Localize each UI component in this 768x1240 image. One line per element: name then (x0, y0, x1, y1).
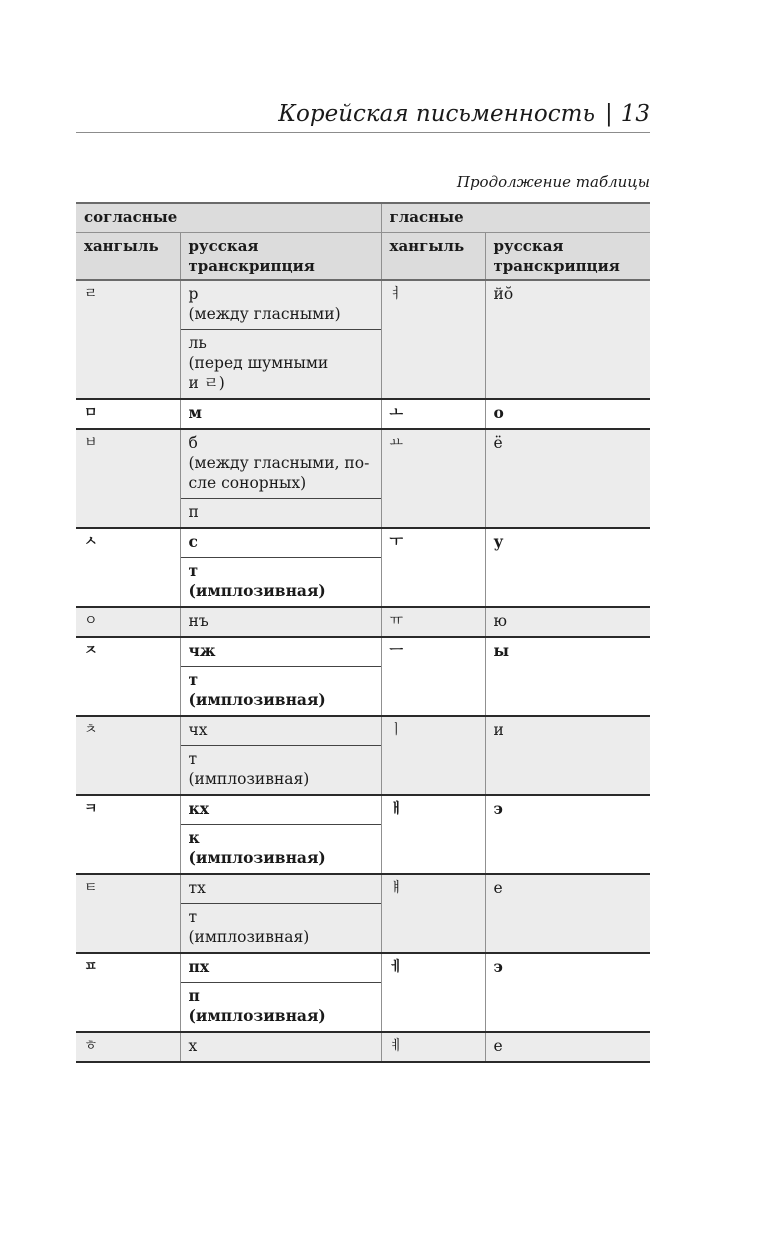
consonant-transcription-cell: к (имплозивная) (180, 825, 381, 875)
consonant-transcription-cell: т (имплозивная) (180, 746, 381, 796)
vowel-hangul-cell: ㅖ (381, 1032, 485, 1062)
consonant-transcription-cell: т (имплозивная) (180, 904, 381, 954)
table-body (76, 280, 650, 1062)
consonant-hangul-cell: ㅊ (76, 716, 180, 795)
consonant-transcription-cell: р (между гласными) (180, 280, 381, 330)
consonant-transcription-cell: тх (180, 874, 381, 904)
vowel-hangul-cell: ㅐ (381, 795, 485, 874)
consonant-hangul-cell: ㅂ (76, 429, 180, 528)
vowel-hangul-cell: ㅕ (381, 280, 485, 399)
vowels-group-header: гласные (381, 203, 650, 233)
consonant-hangul-cell: ㅅ (76, 528, 180, 607)
table-row (76, 399, 650, 429)
consonant-hangul-cell: ㅇ (76, 607, 180, 637)
vowel-transcription-cell: ю (485, 607, 650, 637)
consonant-transcription-cell: чх (180, 716, 381, 746)
consonant-hangul-cell: ㅎ (76, 1032, 180, 1062)
table-row (76, 637, 650, 667)
table-row (76, 607, 650, 637)
running-header (76, 96, 650, 133)
vowel-transcription-cell: у (485, 528, 650, 607)
vowel-hangul-cell: ㅜ (381, 528, 485, 607)
vowel-hangul-cell: ㅡ (381, 637, 485, 716)
consonants-group-header: согласные (76, 203, 381, 233)
consonant-hangul-cell: ㅋ (76, 795, 180, 874)
table-row (76, 795, 650, 825)
vowel-hangul-cell: ㅣ (381, 716, 485, 795)
consonant-transcription-cell: м (180, 399, 381, 429)
consonant-hangul-cell: ㅍ (76, 953, 180, 1032)
consonant-hangul-cell: ㄹ (76, 280, 180, 399)
consonant-transcription-cell: т (имплозивная) (180, 667, 381, 717)
vowel-transcription-cell: ы (485, 637, 650, 716)
vowel-hangul-cell: ㅒ (381, 874, 485, 953)
consonant-transcription-cell: т (имплозивная) (180, 558, 381, 608)
vowel-hangul-cell: ㅠ (381, 607, 485, 637)
column-header-hangul-consonant: хангыль (76, 233, 180, 281)
vowel-transcription-cell: э (485, 953, 650, 1032)
column-header-hangul-vowel: хангыль (381, 233, 485, 281)
consonant-transcription-cell: п (имплозивная) (180, 983, 381, 1033)
consonant-transcription-cell: кх (180, 795, 381, 825)
consonant-transcription-cell: с (180, 528, 381, 558)
consonant-transcription-cell: нъ (180, 607, 381, 637)
consonant-transcription-cell: чж (180, 637, 381, 667)
vowel-transcription-cell: о (485, 399, 650, 429)
column-header-transcription-vowel: русская транскрипция (485, 233, 650, 281)
vowel-hangul-cell: ㅗ (381, 399, 485, 429)
consonant-hangul-cell: ㅈ (76, 637, 180, 716)
table-row (76, 280, 650, 330)
vowel-hangul-cell: ㅔ (381, 953, 485, 1032)
vowel-transcription-cell: е (485, 1032, 650, 1062)
vowel-transcription-cell: э (485, 795, 650, 874)
table-row (76, 528, 650, 558)
table-row (76, 953, 650, 983)
consonant-transcription-cell: б (между гласными, по- сле сонорных) (180, 429, 381, 499)
table-row (76, 874, 650, 904)
column-header-transcription-consonant: русская транскрипция (180, 233, 381, 281)
consonant-transcription-cell: ль (перед шумными и ㄹ) (180, 330, 381, 400)
consonant-transcription-cell: х (180, 1032, 381, 1062)
table-row (76, 716, 650, 746)
vowel-transcription-cell: йŏ (485, 280, 650, 399)
consonant-transcription-cell: пх (180, 953, 381, 983)
header-separator: | (604, 101, 613, 127)
chapter-title: Корейская письменность (278, 101, 595, 127)
vowel-transcription-cell: ё (485, 429, 650, 528)
vowel-transcription-cell: е (485, 874, 650, 953)
page-number: 13 (620, 101, 650, 127)
table-row (76, 429, 650, 499)
table-row (76, 1032, 650, 1062)
table-caption: Продолжение таблицы (456, 173, 650, 191)
hangul-transcription-table (76, 202, 650, 1063)
consonant-transcription-cell: п (180, 499, 381, 529)
consonant-hangul-cell: ㅁ (76, 399, 180, 429)
consonant-hangul-cell: ㅌ (76, 874, 180, 953)
vowel-hangul-cell: ㅛ (381, 429, 485, 528)
vowel-transcription-cell: и (485, 716, 650, 795)
